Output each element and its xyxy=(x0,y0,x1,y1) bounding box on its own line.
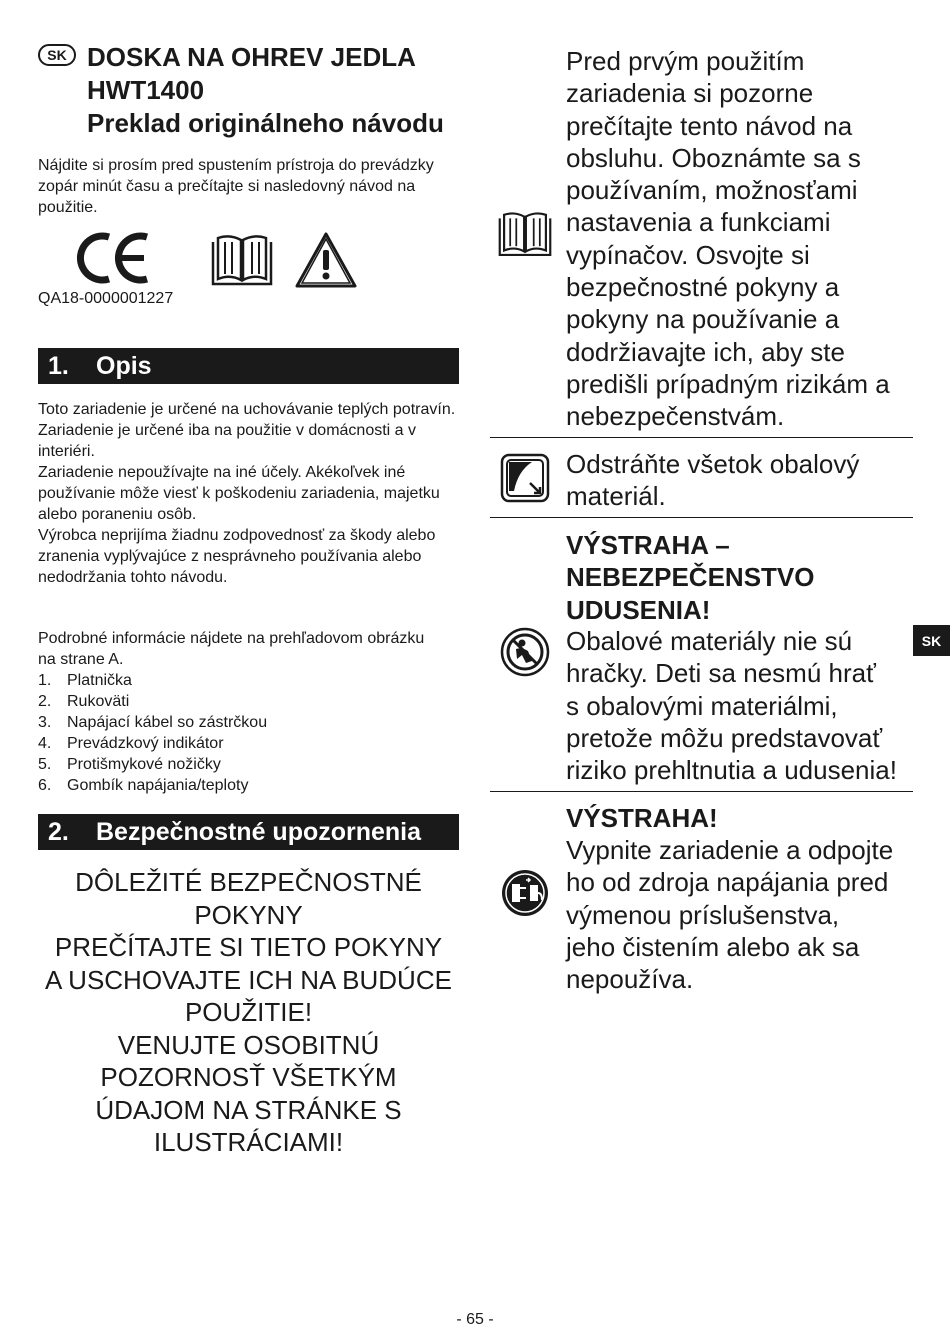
title-line: HWT1400 xyxy=(87,75,205,105)
divider xyxy=(490,517,913,518)
text-line: ho od zdroja napájania pred xyxy=(566,867,889,898)
text-line: Vypnite zariadenie a odpojte xyxy=(566,835,894,865)
page-number: - 65 - xyxy=(456,1311,494,1328)
paragraph: Výrobca neprijíma žiadnu zodpovednosť za škody alebo zranenia vyplývajúce z nesprávneho používania alebo nedodržania tohto návodu. xyxy=(38,527,436,586)
list-item: 4. Prevádzkový indikátor xyxy=(38,735,224,752)
section-heading-safety xyxy=(38,814,459,850)
heading-line: UDUSENIA! xyxy=(566,594,711,625)
description-paragraphs xyxy=(38,399,458,588)
list-item: 6. Gombík napájania/teploty xyxy=(38,777,249,794)
text-line: používaním, možnosťami xyxy=(566,175,858,206)
text-line: prečítajte tento návod na xyxy=(566,110,853,141)
notice-line: DÔLEŽITÉ BEZPEČNOSTNÉ xyxy=(75,867,422,897)
read-manual-icon xyxy=(498,211,552,257)
text-line: zariadenia si pozorne xyxy=(566,78,814,109)
text-line: pretože môžu predstavovať xyxy=(566,722,883,753)
important-safety-notice xyxy=(38,866,459,1159)
text-line: Obalové materiály nie sú xyxy=(566,626,853,656)
notice-line: POKYNY xyxy=(194,899,303,930)
paragraph: Zariadenie je určené iba na použitie v domácnosti a v interiéri. xyxy=(38,422,416,460)
suffocation-warning-heading xyxy=(566,529,916,626)
text-line: výmenou príslušenstva, xyxy=(566,899,840,930)
title-line: DOSKA NA OHREV JEDLA xyxy=(87,42,416,72)
text-line: riziko prehltnutia a udusenia! xyxy=(566,755,897,786)
packaging-text xyxy=(566,448,916,513)
list-item: 5. Protišmykové nožičky xyxy=(38,756,221,773)
text-line: Odstráňte všetok obalový xyxy=(566,449,860,479)
notice-line: ILUSTRÁCIAMI! xyxy=(153,1127,344,1157)
text-line: Pred prvým použitím xyxy=(566,46,805,76)
unplug-warning-heading: VÝSTRAHA! xyxy=(566,803,718,833)
section-title: Bezpečnostné upozornenia xyxy=(96,818,422,846)
text-line: nastavenia a funkciami xyxy=(566,207,831,238)
list-item: 3. Napájací kábel so zástrčkou xyxy=(38,714,268,731)
paragraph: Toto zariadenie je určené na uchovávanie teplých potravín. xyxy=(38,401,456,418)
language-side-tab: SK xyxy=(913,625,950,656)
notice-line: POZORNOSŤ VŠETKÝM xyxy=(100,1062,397,1092)
overview-text: Podrobné informácie nájdete na prehľadovom obrázku na strane A. xyxy=(38,630,425,668)
text-line: hračky. Deti sa nesmú hrať xyxy=(566,658,876,689)
notice-line: POUŽITIE! xyxy=(184,997,313,1027)
heading-line: NEBEZPEČENSTVO xyxy=(566,562,815,593)
text-line: jeho čistením alebo ak sa xyxy=(566,931,860,962)
read-manual-icon xyxy=(211,234,273,286)
section-number: 2. xyxy=(48,818,69,846)
text-line: obsluhu. Oboznámte sa s xyxy=(566,142,861,173)
document-title xyxy=(87,41,444,140)
section-title: Opis xyxy=(96,352,152,380)
heading-line: VÝSTRAHA – xyxy=(566,530,730,560)
title-line: Preklad originálneho návodu xyxy=(87,108,444,138)
text-line: nepoužíva. xyxy=(566,964,694,995)
text-line: bezpečnostné pokyny a xyxy=(566,272,840,303)
text-line: nebezpečenstvám. xyxy=(566,401,785,432)
text-line: pokyny na používanie a xyxy=(566,304,840,335)
list-item: 1. Platnička xyxy=(38,672,132,689)
intro-text: Nájdite si prosím pred spustením prístroja do prevádzky zopár minút času a prečítajte si nasledovný návod na použitie. xyxy=(38,157,434,216)
list-item: 2. Rukoväti xyxy=(38,693,130,710)
divider xyxy=(490,437,913,438)
ce-mark-icon xyxy=(76,231,152,285)
section-heading-description xyxy=(38,348,459,384)
suffocation-warning-text xyxy=(566,625,916,786)
notice-line: ÚDAJOM NA STRÁNKE S xyxy=(95,1094,402,1125)
notice-line: PREČÍTAJTE SI TIETO POKYNY xyxy=(54,932,443,962)
no-children-play-icon xyxy=(500,627,550,677)
parts-list xyxy=(38,670,267,796)
text-line: dodržiavajte ich, aby ste xyxy=(566,336,845,367)
text-line: s obalovými materiálmi, xyxy=(566,690,838,721)
section-number: 1. xyxy=(48,352,69,380)
unplug-icon xyxy=(500,868,550,918)
paragraph: Zariadenie nepoužívajte na iné účely. Akékoľvek iné používanie môže viesť k poškodeniu zariadenia, majetku alebo poraneniu osôb. xyxy=(38,464,440,523)
text-line: predišli prípadným rizikám a xyxy=(566,368,890,399)
notice-line: A USCHOVAJTE ICH NA BUDÚCE xyxy=(45,964,452,995)
divider xyxy=(490,791,913,792)
language-badge: SK xyxy=(38,44,76,66)
notice-line: VENUJTE OSOBITNÚ xyxy=(117,1029,380,1060)
text-line: materiál. xyxy=(566,481,666,512)
warning-triangle-icon xyxy=(294,231,358,289)
text-line: vypínačov. Osvojte si xyxy=(566,239,810,270)
product-code: QA18-0000001227 xyxy=(38,290,174,307)
remove-packaging-icon xyxy=(500,453,550,503)
read-manual-text xyxy=(566,45,916,433)
unplug-warning-text xyxy=(566,834,916,995)
